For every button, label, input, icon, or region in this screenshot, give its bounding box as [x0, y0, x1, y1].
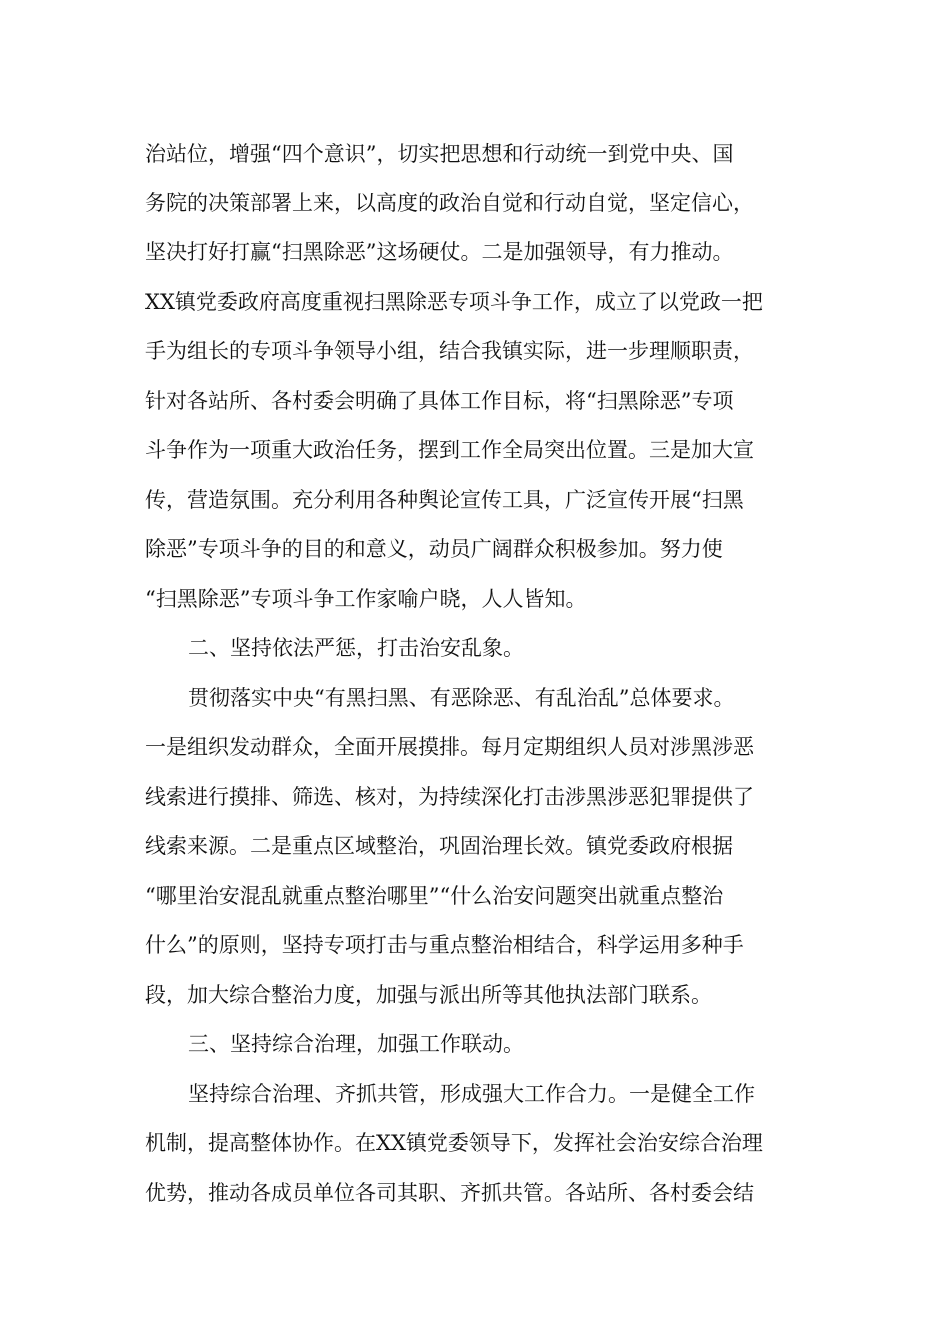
text-line: “扫黑除恶”专项斗争工作家喻户晓，人人皆知。: [145, 587, 587, 611]
text-line: 传，营造氛围。充分利用各种舆论宣传工具，广泛宣传开展“扫黑: [145, 488, 744, 512]
text-line: 什么”的原则，坚持专项打击与重点整治相结合，科学运用多种手: [145, 933, 744, 957]
section-heading: 二、坚持依法严惩，打击治安乱象。: [188, 636, 524, 660]
text-line: 务院的决策部署上来，以高度的政治自觉和行动自觉，坚定信心，: [145, 191, 754, 215]
text-line: “哪里治安混乱就重点整治哪里”“什么治安问题突出就重点整治: [145, 884, 724, 908]
text-line: 手为组长的专项斗争领导小组，结合我镇实际，进一步理顺职责，: [145, 339, 754, 363]
text-line: 线索来源。二是重点区域整治，巩固治理长效。镇党委政府根据: [145, 834, 733, 858]
text-line: 治站位，增强“四个意识”，切实把思想和行动统一到党中央、国: [145, 142, 734, 166]
text-line: 线索进行摸排、筛选、核对，为持续深化打击涉黑涉恶犯罪提供了: [145, 785, 754, 809]
text-line: 一是组织发动群众，全面开展摸排。每月定期组织人员对涉黑涉恶: [145, 735, 754, 759]
section-heading: 三、坚持综合治理，加强工作联动。: [188, 1032, 524, 1056]
text-line: 坚持综合治理、齐抓共管，形成强大工作合力。一是健全工作: [188, 1082, 755, 1106]
text-line: 针对各站所、各村委会明确了具体工作目标，将“扫黑除恶”专项: [145, 389, 734, 413]
text-line: 斗争作为一项重大政治任务，摆到工作全局突出位置。三是加大宣: [145, 438, 754, 462]
text-line: 段，加大综合整治力度，加强与派出所等其他执法部门联系。: [145, 983, 712, 1007]
text-line: XX镇党委政府高度重视扫黑除恶专项斗争工作，成立了以党政一把: [145, 290, 763, 314]
text-line: 优势，推动各成员单位各司其职、齐抓共管。各站所、各村委会结: [145, 1181, 754, 1205]
text-line: 机制，提高整体协作。在XX镇党委领导下，发挥社会治安综合治理: [145, 1131, 763, 1155]
text-line: 除恶”专项斗争的目的和意义，动员广阔群众积极参加。努力使: [145, 537, 723, 561]
text-line: 贯彻落实中央“有黑扫黑、有恶除恶、有乱治乱”总体要求。: [188, 686, 735, 710]
text-line: 坚决打好打赢“扫黑除恶”这场硬仗。二是加强领导，有力推动。: [145, 240, 734, 264]
